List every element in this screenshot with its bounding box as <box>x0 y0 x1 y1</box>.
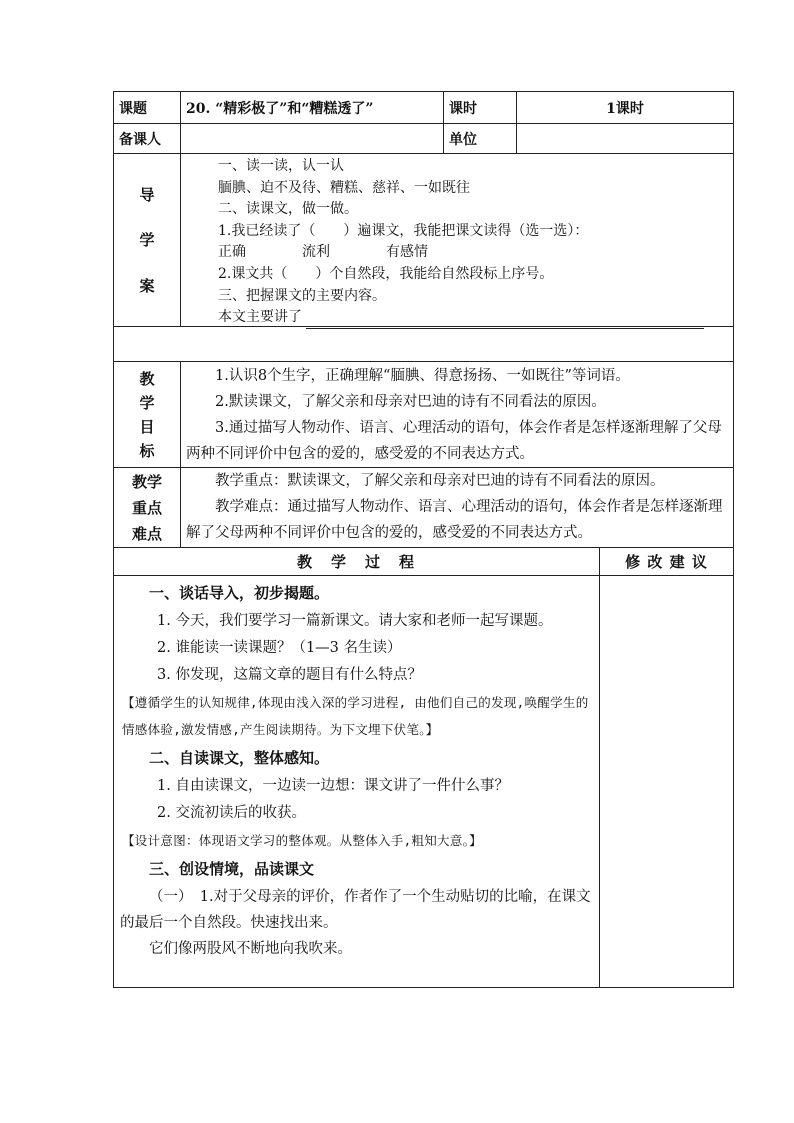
guide-line: 腼腆、迫不及待、糟糕、慈祥、一如既往 <box>218 179 470 196</box>
guide-line: 三、把握课文的主要内容。 <box>218 287 386 304</box>
section-2-design-note: 【设计意图：体现语文学习的整体观。从整体入手,粗知大意。】 <box>122 833 482 848</box>
section-3-quote: 它们像两股风不断地向我吹来。 <box>149 941 352 957</box>
suggestion-column <box>600 576 733 987</box>
topic-label: 课题 <box>114 92 181 123</box>
objectives-label-char: 教 <box>139 369 155 388</box>
key-points-label-line: 重点 <box>131 498 162 517</box>
objectives-row <box>114 362 733 468</box>
objectives-label-char: 目 <box>139 418 155 437</box>
period-value: 1课时 <box>606 100 644 117</box>
section-1-item: 3. 你发现，这篇文章的题目有什么特点？ <box>157 667 422 683</box>
guide-label <box>114 154 181 326</box>
topic-row <box>114 92 733 124</box>
process-body-row <box>114 576 733 987</box>
guide-content <box>181 154 733 326</box>
section-2-item: 1. 自由读课文，一边读一边想：课文讲了一件什么事？ <box>157 778 509 794</box>
section-3-para: （一） 1.对于父母亲的评价，作者作了一个生动贴切的比喻，在课文的最后一个自然段。快速找出来。 <box>120 889 591 931</box>
summary-prefix: 本文主要讲了 <box>218 309 302 326</box>
suggestion-header: 修 改 建 议 <box>625 553 708 571</box>
guide-line: 1.我已经读了（ ）遍课文，我能把课文读得（选一选）： <box>218 222 589 239</box>
teaching-difficulty: 教学难点：通过描写人物动作、语言、心理活动的语句，体会作者是怎样逐渐理解了父母两种不同评价中包含的爱的，感受爱的不同表达方式。 <box>186 499 723 541</box>
guide-line: 一、读一读，认一认 <box>218 158 344 174</box>
process-header: 教 学 过 程 <box>114 548 600 575</box>
objectives-label <box>114 362 181 467</box>
objective-item: 2.默读课文，了解父亲和母亲对巴迪的诗有不同看法的原因。 <box>215 394 606 410</box>
period-label: 课时 <box>444 92 517 123</box>
key-points-label <box>114 468 181 547</box>
guide-label-char: 学 <box>139 231 155 250</box>
summary-line <box>218 307 733 329</box>
guide-row <box>114 154 733 327</box>
section-1-title: 一、谈话导入，初步揭题。 <box>149 584 330 602</box>
unit-value <box>517 124 733 153</box>
section-1-item: 2. 谁能读一读课题？（1—3 名生读） <box>157 640 402 656</box>
objectives-label-char: 标 <box>139 442 155 461</box>
process-header-row <box>114 548 733 576</box>
section-1-design-note: 【遵循学生的认知规律,体现由浅入深的学习进程, 由他们自己的发现,唤醒学生的情感体验,激发情感,产生阅读期待。为下文埋下伏笔。】 <box>122 695 589 737</box>
section-2-title: 二、自读课文，整体感知。 <box>149 749 330 767</box>
guide-label-char: 案 <box>139 276 155 295</box>
preparer-value <box>181 124 444 153</box>
preparer-row <box>114 124 733 154</box>
topic-value: 20. “精彩极了”和“糟糕透了” <box>181 92 444 123</box>
teaching-focus: 教学重点：默读课文，了解父亲和母亲对巴迪的诗有不同看法的原因。 <box>215 473 665 489</box>
guide-line: 2.课文共（ ）个自然段，我能给自然段标上序号。 <box>218 265 554 282</box>
guide-line: 二、读课文，做一做。 <box>218 201 358 218</box>
guide-line: 正确 流利 有感情 <box>218 244 428 261</box>
preparer-label: 备课人 <box>114 124 181 153</box>
key-points-row <box>114 468 733 548</box>
process-content <box>114 576 600 987</box>
key-points-label-line: 教学 <box>131 472 162 491</box>
unit-label: 单位 <box>444 124 517 153</box>
key-points-label-line: 难点 <box>131 525 162 544</box>
section-2-item: 2. 交流初读后的收获。 <box>157 805 306 821</box>
objectives-label-char: 学 <box>139 393 155 412</box>
objective-item: 3.通过描写人物动作、语言、心理活动的语句，体会作者是怎样逐渐理解了父母两种不同评价中包含的爱的，感受爱的不同表达方式。 <box>186 420 722 462</box>
summary-blank <box>306 313 704 329</box>
section-1-item: 1. 今天，我们要学习一篇新课文。请大家和老师一起写课题。 <box>157 613 553 629</box>
lesson-plan-table <box>113 91 734 988</box>
empty-row <box>114 327 733 362</box>
key-points-content <box>181 468 733 547</box>
objectives-content <box>181 362 733 467</box>
section-3-title: 三、创设情境，品读课文 <box>149 860 315 878</box>
objective-item: 1.认识8个生字，正确理解“腼腆、得意扬扬、一如既往”等词语。 <box>215 368 630 384</box>
guide-label-char: 导 <box>139 186 155 205</box>
